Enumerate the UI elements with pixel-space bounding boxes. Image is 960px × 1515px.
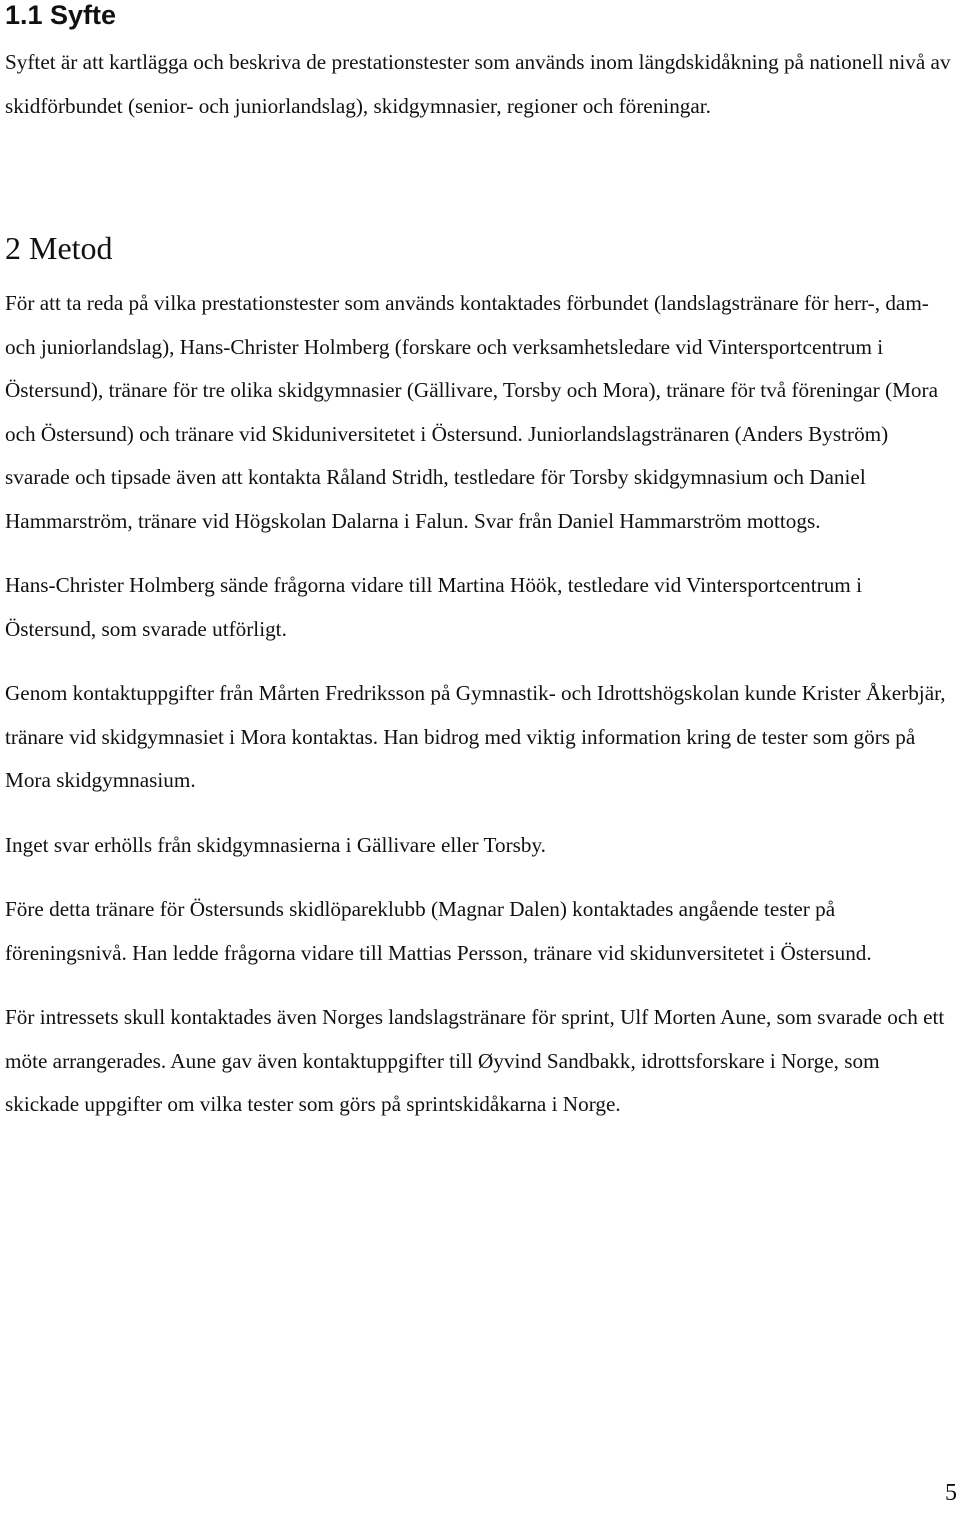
section-metod	[5, 230, 955, 1127]
paragraph-metod-6: För intressets skull kontaktades även Norges landslagstränare för sprint, Ulf Morten Aune, som svarade och ett möte arrangerades. Aune gav även kontaktuppgifter till Øyvind Sandbakk, idrottsforskare i Norge, som skickade uppgifter om vilka tester som görs på sprintskidåkarna i Norge.	[5, 1005, 945, 1116]
page-number: 5	[945, 1480, 957, 1506]
paragraph-metod-4: Inget svar erhölls från skidgymnasierna i Gällivare eller Torsby.	[5, 832, 546, 857]
paragraph-metod-5: Före detta tränare för Östersunds skidlöpareklubb (Magnar Dalen) kontaktades angående tester på föreningsnivå. Han ledde frågorna vidare till Mattias Persson, tränare vid skidunversitetet i Östersund.	[5, 897, 872, 965]
paragraph-syfte: Syftet är att kartlägga och beskriva de prestationstester som används inom längdskidåkning på nationell nivå av skidförbundet (senior- och juniorlandslag), skidgymnasier, regioner och föreningar.	[5, 50, 951, 118]
section-heading-metod: 2 Metod	[5, 230, 113, 266]
paragraph-metod-1: För att ta reda på vilka prestationstester som används kontaktades förbundet (landslagstränare för herr-, dam- och juniorlandslag), Hans-Christer Holmberg (forskare och verksamhetsledare vid Vintersportcentrum i Östersund), tränare för tre olika skidgymnasier (Gällivare, Torsby och Mora), tränare för två föreningar (Mora och Östersund) och tränare vid Skiduniversitetet i Östersund. Juniorlandslagstränaren (Anders Byström) svarade och tipsade även att kontakta Råland Stridh, testledare för Torsby skidgymnasium och Daniel Hammarström, tränare vid Högskolan Dalarna i Falun. Svar från Daniel Hammarström mottogs.	[5, 291, 938, 533]
section-syfte	[5, 0, 955, 128]
paragraph-metod-2: Hans-Christer Holmberg sände frågorna vidare till Martina Höök, testledare vid Vintersportcentrum i Östersund, som svarade utförligt.	[5, 573, 862, 641]
section-heading-syfte: 1.1 Syfte	[5, 0, 117, 30]
paragraph-metod-3: Genom kontaktuppgifter från Mårten Fredriksson på Gymnastik- och Idrottshögskolan kunde Krister Åkerbjär, tränare vid skidgymnasiet i Mora kontaktas. Han bidrog med viktig information kring de tester som görs på Mora skidgymnasium.	[5, 681, 946, 792]
